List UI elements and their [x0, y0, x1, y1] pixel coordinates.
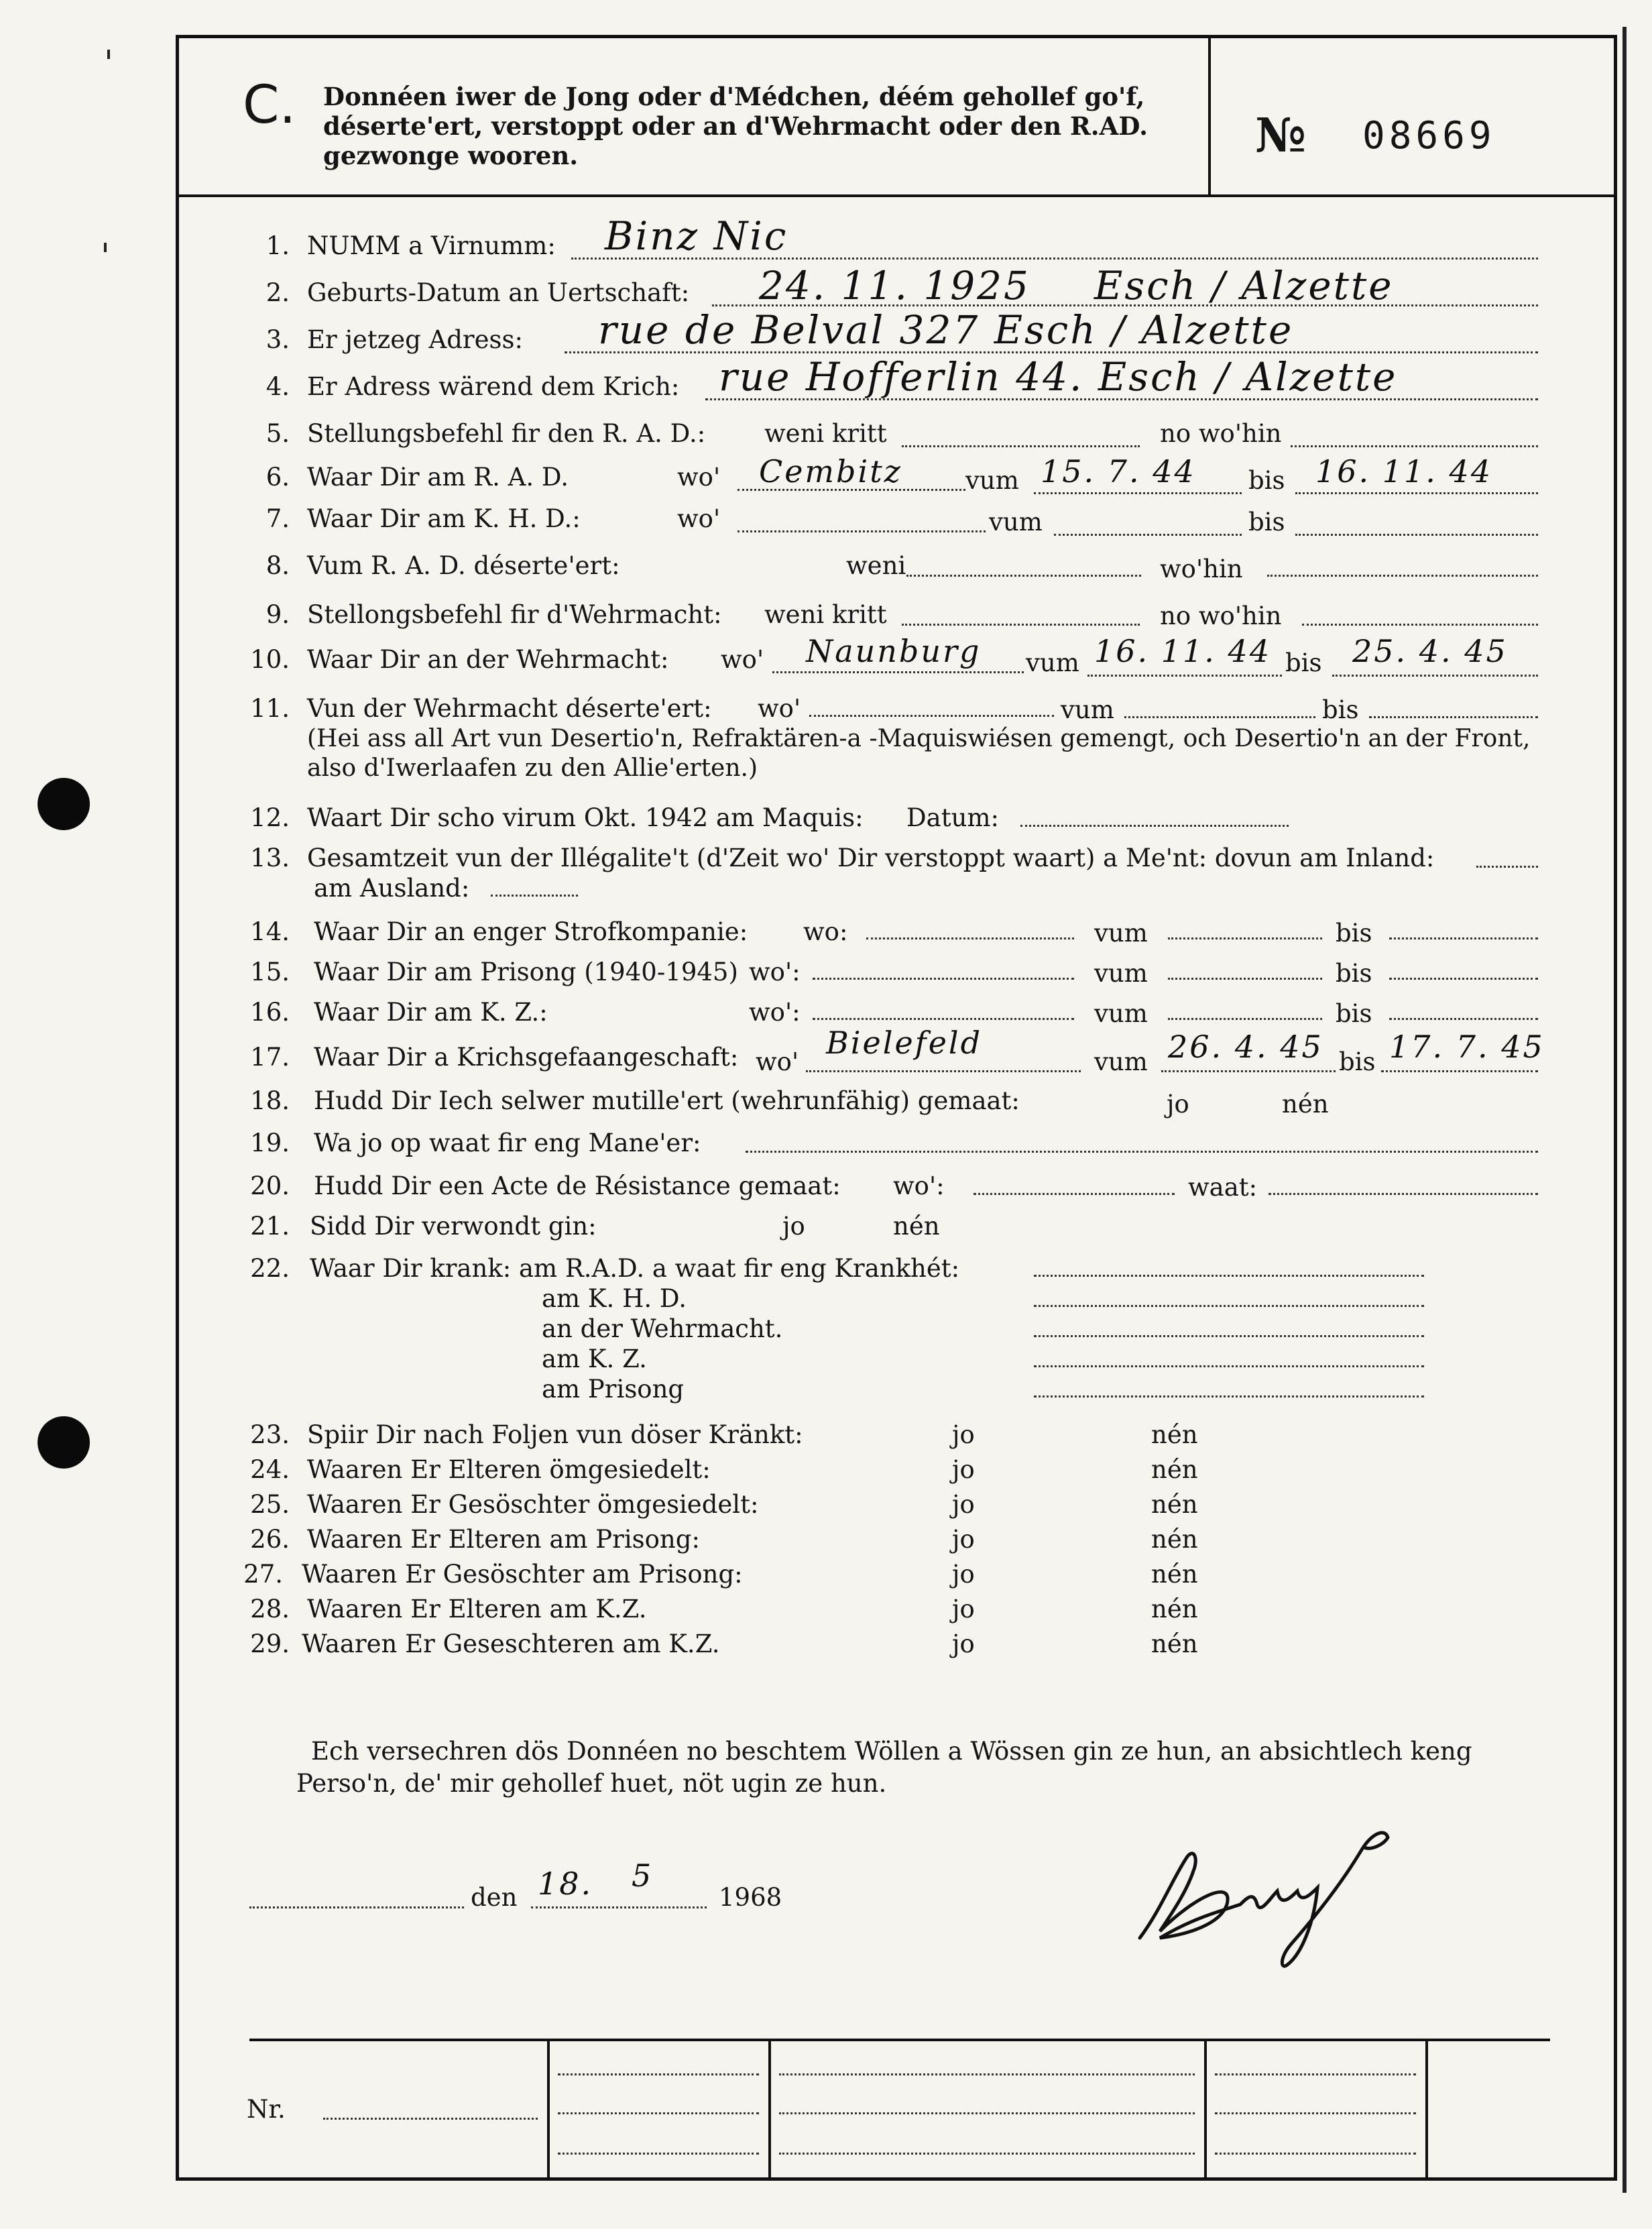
fill-line — [1034, 1305, 1424, 1307]
punch-hole-top — [38, 778, 90, 830]
fill-line — [1124, 716, 1315, 718]
field-sublabel: bis — [1339, 1047, 1376, 1076]
field-sublabel: no wo'hin — [1160, 602, 1282, 630]
field-sublabel: wo: — [803, 917, 848, 946]
fill-line — [1302, 624, 1538, 626]
field-label: Waar Dir a Krichsgefaangeschaft: — [314, 1043, 739, 1072]
fill-line — [1168, 1018, 1322, 1020]
fill-line — [558, 2153, 759, 2155]
fill-line — [531, 1906, 707, 1908]
handwritten-month[interactable]: 5 — [632, 1858, 654, 1894]
row-number: 23. — [250, 1420, 290, 1449]
fill-line — [323, 2118, 538, 2120]
field-sublabel: bis — [1248, 466, 1285, 495]
row-number: 14. — [250, 917, 290, 946]
field-sublabel: weni kritt — [764, 419, 887, 448]
field-sublabel: wo' — [756, 1047, 799, 1076]
option-no[interactable]: nén — [1151, 1560, 1198, 1589]
field-sublabel: wo': — [749, 958, 801, 986]
field-label-birth: Geburts-Datum an Uertschaft: — [307, 278, 690, 307]
field-sublabel: wo' — [721, 645, 764, 674]
fill-line — [249, 1906, 464, 1908]
field-label: Waaren Er Gesöschter ömgesiedelt: — [307, 1490, 759, 1519]
row-number: 18. — [250, 1086, 290, 1115]
fill-line — [746, 1151, 1538, 1153]
fill-line — [558, 2112, 759, 2114]
field-sublabel: vum — [1094, 999, 1148, 1028]
row-number: 11. — [250, 694, 290, 723]
row-number: 26. — [250, 1525, 290, 1554]
field-label: Waaren Er Geseschteren am K.Z. — [302, 1630, 720, 1658]
handwritten-rad-to[interactable]: 16. 11. 44 — [1315, 453, 1493, 490]
fill-line — [809, 715, 1054, 717]
field-sublabel: wo' — [677, 463, 721, 492]
scan-edge — [1622, 27, 1627, 2193]
fill-line — [1381, 1070, 1538, 1072]
header-divider-horizontal — [179, 194, 1614, 197]
punch-hole-bottom — [38, 1416, 90, 1469]
form-number: 08669 — [1362, 114, 1496, 158]
field-label-war-address: Er Adress wärend dem Krich: — [307, 372, 680, 401]
option-no[interactable]: nén — [1151, 1490, 1198, 1519]
row-number: 16. — [250, 998, 290, 1027]
row-number: 1. — [266, 231, 290, 260]
field-label: Waar Dir am K. Z.: — [314, 998, 548, 1027]
handwritten-captivity-to[interactable]: 17. 7. 45 — [1389, 1029, 1545, 1065]
handwritten-wehrmacht-from[interactable]: 16. 11. 44 — [1094, 633, 1272, 669]
field-label-address: Er jetzeg Adress: — [307, 325, 523, 354]
row-number: 19. — [250, 1129, 290, 1157]
illness-sub-item: am Prisong — [542, 1375, 685, 1404]
fill-line — [1291, 445, 1538, 447]
fill-line — [1268, 1193, 1538, 1195]
fill-line — [1034, 492, 1242, 494]
field-sublabel: wo'hin — [1160, 555, 1243, 583]
fill-line — [1034, 1395, 1424, 1397]
row-number: 13. — [250, 844, 290, 872]
signature-drawing[interactable] — [1113, 1797, 1421, 1992]
field-sublabel: waat: — [1188, 1173, 1258, 1202]
row-number: 15. — [250, 958, 290, 986]
fill-line — [906, 575, 1141, 577]
option-yes[interactable]: jo — [952, 1455, 975, 1484]
fill-line — [558, 2073, 759, 2075]
field-sublabel: no wo'hin — [1160, 419, 1282, 448]
handwritten-address[interactable]: rue de Belval 327 Esch / Alzette — [598, 307, 1294, 353]
row-number: 4. — [266, 372, 290, 401]
field-label: Waar Dir am R. A. D. — [307, 463, 569, 492]
field-sublabel: wo' — [677, 504, 721, 533]
field-label: Gesamtzeit vun der Illégalite't (d'Zeit wo' Dir verstoppt waart) a Me'nt: dovun am Inland: — [307, 844, 1435, 872]
illness-sub-item: an der Wehrmacht. — [542, 1314, 783, 1343]
field-label-name: NUMM a Virnumm: — [307, 231, 556, 260]
field-label: Stellungsbefehl fir den R. A. D.: — [307, 419, 706, 448]
fill-line — [866, 937, 1074, 939]
row-number: 7. — [266, 504, 290, 533]
fill-line — [1161, 1070, 1336, 1072]
footer-table-divider — [547, 2039, 550, 2179]
field-sublabel: weni — [846, 551, 906, 580]
field-sublabel: vum — [989, 508, 1043, 536]
fill-line — [1034, 1365, 1424, 1367]
row-number: 27. — [243, 1560, 283, 1589]
fill-line — [813, 978, 1074, 980]
field-label: Spiir Dir nach Foljen vun döser Kränkt: — [307, 1420, 803, 1449]
field-sublabel: bis — [1285, 648, 1322, 677]
field-label: Waaren Er Elteren ömgesiedelt: — [307, 1455, 711, 1484]
option-no[interactable]: nén — [1151, 1595, 1198, 1623]
footer-nr-label: Nr. — [247, 2095, 286, 2124]
fill-line — [1215, 2112, 1416, 2114]
field-sublabel: vum — [1061, 695, 1114, 724]
row-number: 3. — [266, 325, 290, 354]
row-number: 28. — [250, 1595, 290, 1623]
field-label: Waar Dir am K. H. D.: — [307, 504, 581, 533]
handwritten-captivity-place[interactable]: Bielefeld — [826, 1025, 983, 1061]
option-no[interactable]: nén — [1151, 1630, 1198, 1658]
field-sublabel: vum — [965, 466, 1019, 495]
field-label: Sidd Dir verwondt gin: — [310, 1212, 597, 1241]
fill-line — [772, 671, 1024, 673]
row-number: 25. — [250, 1490, 290, 1519]
field-sublabel: vum — [1026, 648, 1079, 677]
handwritten-captivity-from[interactable]: 26. 4. 45 — [1168, 1029, 1323, 1065]
fill-line — [1020, 825, 1289, 827]
field-label: Waaren Er Gesöschter am Prisong: — [302, 1560, 743, 1589]
section-title: Donnéen iwer de Jong oder d'Médchen, déém gehollef go'f, déserte'ert, verstoppt oder an d'Wehrmacht oder den R.AD. gezwonge wooren. — [323, 82, 1148, 170]
signature-text: Binz — [1113, 1797, 1115, 1798]
fill-line — [1215, 2073, 1416, 2075]
field-label: Vum R. A. D. déserte'ert: — [307, 551, 620, 580]
fill-line — [779, 2153, 1195, 2155]
fill-line — [1476, 866, 1538, 868]
field-label: Waar Dir an enger Strofkompanie: — [314, 917, 748, 946]
fill-line — [902, 445, 1140, 447]
field-sublabel: bis — [1336, 999, 1372, 1028]
field-label: Waart Dir scho virum Okt. 1942 am Maquis: — [307, 803, 864, 832]
section-letter: C. — [243, 75, 296, 135]
field-sublabel: wo' — [758, 694, 801, 723]
fill-line — [806, 1070, 1081, 1072]
field-sublabel: vum — [1094, 919, 1148, 948]
illness-sub-item: am K. H. D. — [542, 1284, 687, 1313]
fill-line — [779, 2073, 1195, 2075]
option-yes[interactable]: jo — [952, 1630, 975, 1658]
fill-line — [491, 895, 578, 897]
field-label: Waar Dir krank: am R.A.D. a waat fir eng Krankhét: — [310, 1254, 960, 1283]
fill-line — [738, 530, 986, 532]
field-label: Waar Dir am Prisong (1940-1945) — [314, 958, 738, 986]
field-label: Stellongsbefehl fir d'Wehrmacht: — [307, 600, 722, 629]
field-sublabel: Datum: — [906, 803, 999, 832]
handwritten-war-address[interactable]: rue Hofferlin 44. Esch / Alzette — [719, 354, 1398, 400]
scan-speck — [107, 50, 110, 59]
field-sublabel: wo': — [893, 1171, 945, 1200]
fill-line — [1332, 675, 1538, 677]
footer-table-divider — [1204, 2039, 1207, 2179]
field-label: Waaren Er Elteren am K.Z. — [307, 1595, 647, 1623]
row-number: 12. — [250, 803, 290, 832]
fill-line — [902, 624, 1140, 626]
option-yes[interactable]: jo — [1167, 1090, 1189, 1119]
fill-line — [1389, 1018, 1538, 1020]
field-sublabel: vum — [1094, 1047, 1148, 1076]
fill-line — [1054, 534, 1242, 536]
desertion-note: (Hei ass all Art vun Desertio'n, Refraktären-a -Maquiswiésen gemengt, och Desertio'n an der Front, also d'Iwerlaafen zu den Allie'erten.) — [307, 725, 1531, 782]
handwritten-name[interactable]: Binz Nic — [605, 213, 788, 259]
handwritten-wehrmacht-place[interactable]: Naunburg — [806, 633, 982, 669]
row-number: 20. — [250, 1171, 290, 1200]
field-label: Hudd Dir een Acte de Résistance gemaat: — [314, 1171, 841, 1200]
field-sublabel: bis — [1248, 508, 1285, 536]
fill-line — [1295, 534, 1538, 536]
field-sublabel: am Ausland: — [314, 874, 470, 903]
fill-line — [1389, 978, 1538, 980]
field-label: Vun der Wehrmacht déserte'ert: — [307, 694, 712, 723]
option-yes[interactable]: jo — [952, 1420, 975, 1449]
fill-line — [1087, 675, 1282, 677]
handwritten-birth-place[interactable]: Esch / Alzette — [1094, 263, 1394, 308]
row-number: 10. — [250, 645, 290, 674]
header-divider-vertical — [1208, 38, 1211, 196]
fill-line — [1267, 575, 1538, 577]
handwritten-birth-date[interactable]: 24. 11. 1925 — [759, 263, 1030, 308]
fill-line — [1034, 1335, 1424, 1337]
fill-line — [1295, 492, 1538, 494]
row-number: 2. — [266, 278, 290, 307]
footer-table-border — [249, 2039, 1550, 2041]
fill-line — [1168, 978, 1322, 980]
fill-line — [779, 2112, 1195, 2114]
option-no[interactable]: nén — [1151, 1525, 1198, 1554]
handwritten-rad-from[interactable]: 15. 7. 44 — [1041, 453, 1196, 490]
scan-speck — [104, 243, 107, 252]
date-year: 1968 — [719, 1883, 782, 1912]
row-number: 17. — [250, 1043, 290, 1072]
field-label: Wa jo op waat fir eng Mane'er: — [314, 1129, 701, 1157]
option-yes[interactable]: jo — [952, 1595, 975, 1623]
row-number: 6. — [266, 463, 290, 492]
fill-line — [973, 1193, 1175, 1195]
field-label: Waaren Er Elteren am Prisong: — [307, 1525, 700, 1554]
illness-sub-item: am K. Z. — [542, 1345, 647, 1373]
option-yes[interactable]: jo — [952, 1525, 975, 1554]
footer-table-divider — [768, 2039, 771, 2179]
option-no[interactable]: nén — [1151, 1455, 1198, 1484]
number-symbol: № — [1255, 107, 1307, 163]
field-label: Hudd Dir Iech selwer mutille'ert (wehrunfähig) gemaat: — [314, 1086, 1020, 1115]
footer-table-divider — [1425, 2039, 1428, 2179]
fill-line — [1369, 716, 1538, 718]
handwritten-wehrmacht-to[interactable]: 25. 4. 45 — [1352, 633, 1508, 669]
field-label: Waar Dir an der Wehrmacht: — [307, 645, 669, 674]
option-no[interactable]: nén — [1151, 1420, 1198, 1449]
row-number: 21. — [250, 1212, 290, 1241]
fill-line — [1389, 937, 1538, 939]
field-sublabel: wo': — [749, 998, 801, 1027]
row-number: 22. — [250, 1254, 290, 1283]
field-sublabel: vum — [1094, 959, 1148, 988]
option-yes[interactable]: jo — [782, 1212, 805, 1241]
handwritten-rad-place[interactable]: Cembitz — [759, 453, 902, 490]
field-sublabel: bis — [1336, 919, 1372, 948]
option-no[interactable]: nén — [1282, 1090, 1329, 1119]
field-sublabel: weni kritt — [764, 600, 887, 629]
row-number: 5. — [266, 419, 290, 448]
option-yes[interactable]: jo — [952, 1490, 975, 1519]
fill-line — [1168, 937, 1322, 939]
date-prefix: den — [471, 1883, 518, 1912]
field-sublabel: bis — [1322, 695, 1359, 724]
declaration-text: Ech versechren dös Donnéen no beschtem Wöllen a Wössen gin ze hun, an absichtlech keng Perso'n, de' mir gehollef huet, nöt ugin ze hun. — [296, 1737, 1472, 1798]
row-number: 29. — [250, 1630, 290, 1658]
fill-line — [813, 1018, 1074, 1020]
option-yes[interactable]: jo — [952, 1560, 975, 1589]
row-number: 24. — [250, 1455, 290, 1484]
fill-line — [1215, 2153, 1416, 2155]
row-number: 8. — [266, 551, 290, 580]
row-number: 9. — [266, 600, 290, 629]
handwritten-day[interactable]: 18. — [538, 1866, 593, 1902]
option-no[interactable]: nén — [893, 1212, 940, 1241]
fill-line — [1034, 1275, 1424, 1277]
field-sublabel: bis — [1336, 959, 1372, 988]
